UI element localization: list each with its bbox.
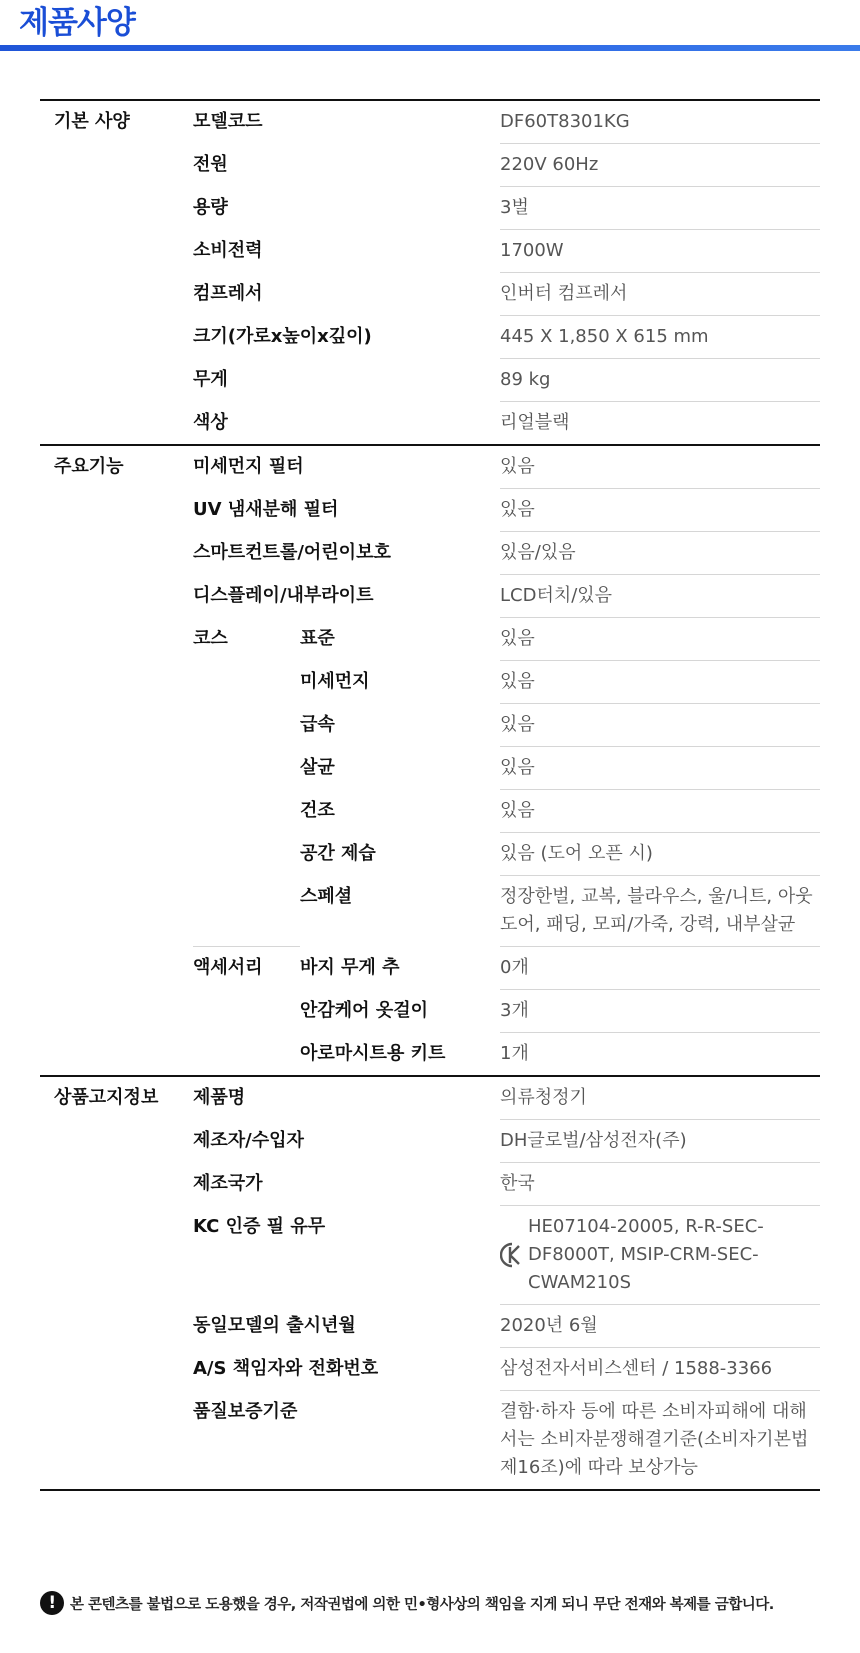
group-label-empty (40, 273, 193, 316)
table-row (40, 947, 820, 990)
group-label-empty (40, 704, 193, 747)
spec-value: 있음 (도어 오픈 시) (500, 833, 820, 876)
spec-key: A/S 책임자와 전화번호 (193, 1357, 379, 1379)
group-label-empty (40, 144, 193, 187)
table-row (40, 704, 820, 747)
table-row (40, 1391, 820, 1491)
group-label-empty (40, 1348, 193, 1391)
spec-key: KC 인증 필 유무 (193, 1215, 326, 1237)
page-title: 제품사양 (19, 5, 135, 41)
group-label-notice-info: 상품고지정보 (40, 1076, 193, 1120)
spec-key: 표준 (300, 627, 335, 649)
table-row (40, 1120, 820, 1163)
spec-value: DH글로벌/삼성전자(주) (500, 1120, 820, 1163)
table-row (40, 876, 820, 947)
subgroup-label-empty (193, 790, 300, 833)
table-row (40, 1305, 820, 1348)
spec-value-kc (500, 1206, 820, 1305)
exclamation-circle-icon: ! (40, 1591, 64, 1615)
group-label-empty (40, 833, 193, 876)
table-row (40, 100, 820, 144)
table-row (40, 532, 820, 575)
title-underline-bar (0, 45, 860, 51)
kc-certification-icon (500, 1241, 526, 1269)
spec-value: DF60T8301KG (500, 100, 820, 144)
spec-key: 안감케어 옷걸이 (300, 999, 428, 1021)
table-row (40, 489, 820, 532)
copyright-notice-text: 본 콘텐츠를 불법으로 도용했을 경우, 저작권법에 의한 민•형사상의 책임을 지게 되니 무단 전재와 복제를 금합니다. (70, 1596, 774, 1613)
subgroup-label-empty (193, 876, 300, 947)
table-row (40, 144, 820, 187)
group-label-empty (40, 1033, 193, 1077)
group-label-empty (40, 990, 193, 1033)
spec-value: LCD터치/있음 (500, 575, 820, 618)
spec-value: 0개 (500, 947, 820, 990)
group-label-empty (40, 575, 193, 618)
group-label-empty (40, 1391, 193, 1491)
spec-key: 동일모델의 출시년월 (193, 1314, 356, 1336)
table-row (40, 833, 820, 876)
spec-value: 있음 (500, 489, 820, 532)
spec-value: 89 kg (500, 359, 820, 402)
spec-key: 제조국가 (193, 1172, 263, 1194)
group-label-empty (40, 618, 193, 661)
spec-key: UV 냄새분해 필터 (193, 498, 339, 520)
group-label-empty (40, 947, 193, 990)
spec-table (40, 99, 820, 1491)
spec-value: 1개 (500, 1033, 820, 1077)
group-label-empty (40, 876, 193, 947)
spec-value: 있음/있음 (500, 532, 820, 575)
group-label-empty (40, 747, 193, 790)
table-row (40, 661, 820, 704)
spec-value: 한국 (500, 1163, 820, 1206)
spec-key: 전원 (193, 153, 228, 175)
group-label-empty (40, 790, 193, 833)
subgroup-label-course: 코스 (193, 627, 228, 649)
spec-key: 미세먼지 (300, 670, 370, 692)
spec-value: 의류청정기 (500, 1076, 820, 1120)
table-row (40, 402, 820, 446)
spec-key: 공간 제습 (300, 842, 376, 864)
table-row (40, 1348, 820, 1391)
table-row (40, 747, 820, 790)
spec-value: 있음 (500, 618, 820, 661)
table-row (40, 790, 820, 833)
spec-value: 있음 (500, 747, 820, 790)
group-label-empty (40, 1305, 193, 1348)
spec-value: 인버터 컴프레서 (500, 273, 820, 316)
spec-key: 무게 (193, 368, 228, 390)
group-label-empty (40, 1206, 193, 1305)
spec-key: 제품명 (193, 1076, 500, 1120)
subgroup-label-empty (193, 990, 300, 1033)
group-label-empty (40, 402, 193, 446)
spec-value: 1700W (500, 230, 820, 273)
spec-key: 살균 (300, 756, 335, 778)
spec-value: 220V 60Hz (500, 144, 820, 187)
spec-key: 용량 (193, 196, 228, 218)
spec-key: 바지 무게 추 (300, 956, 400, 978)
spec-key: 건조 (300, 799, 335, 821)
group-label-empty (40, 1120, 193, 1163)
table-row (40, 273, 820, 316)
spec-key: 미세먼지 필터 (193, 445, 500, 489)
spec-key: 크기(가로x높이x깊이) (193, 325, 372, 347)
group-label-empty (40, 359, 193, 402)
group-label-empty (40, 532, 193, 575)
subgroup-label-accessory: 액세서리 (193, 947, 300, 990)
spec-key: 아로마시트용 키트 (300, 1042, 446, 1064)
group-label-empty (40, 1163, 193, 1206)
group-label-empty (40, 187, 193, 230)
spec-key: 스페셜 (300, 885, 353, 907)
group-label-empty (40, 489, 193, 532)
copyright-notice (40, 1591, 830, 1615)
table-row (40, 1206, 820, 1305)
table-row (40, 990, 820, 1033)
table-row (40, 445, 820, 489)
spec-key: 색상 (193, 411, 228, 433)
spec-value: 3개 (500, 990, 820, 1033)
spec-value: 445 X 1,850 X 615 mm (500, 316, 820, 359)
spec-value: 있음 (500, 704, 820, 747)
spec-key: 품질보증기준 (193, 1391, 500, 1491)
group-label-basic: 기본 사양 (40, 100, 193, 144)
spec-value: 결함·하자 등에 따른 소비자피해에 대해서는 소비자분쟁해결기준(소비자기본법 제16조)에 따라 보상가능 (500, 1391, 820, 1491)
spec-value: 3벌 (500, 187, 820, 230)
spec-key: 급속 (300, 713, 335, 735)
spec-value: 있음 (500, 445, 820, 489)
subgroup-label-empty (193, 704, 300, 747)
spec-value: 리얼블랙 (500, 402, 820, 446)
table-row (40, 316, 820, 359)
spec-key: 제조자/수입자 (193, 1129, 304, 1151)
table-row (40, 230, 820, 273)
spec-key: 모델코드 (193, 100, 500, 144)
group-label-empty (40, 316, 193, 359)
spec-key: 소비전력 (193, 239, 263, 261)
spec-value: 있음 (500, 661, 820, 704)
table-row (40, 1033, 820, 1077)
table-row (40, 359, 820, 402)
group-label-empty (40, 230, 193, 273)
subgroup-label-empty (193, 1033, 300, 1077)
spec-key: 컴프레서 (193, 282, 263, 304)
subgroup-label-empty (193, 661, 300, 704)
group-label-empty (40, 661, 193, 704)
table-row (40, 187, 820, 230)
subgroup-label-empty (193, 833, 300, 876)
kc-certification-numbers: HE07104-20005, R-R-SEC-DF8000T, MSIP-CRM-SEC-CWAM210S (528, 1216, 764, 1293)
table-row (40, 575, 820, 618)
table-row (40, 1076, 820, 1120)
spec-value: 정장한벌, 교복, 블라우스, 울/니트, 아웃도어, 패딩, 모피/가죽, 강력, 내부살균 (500, 876, 820, 947)
kc-value-wrap (500, 1213, 816, 1297)
spec-value: 삼성전자서비스센터 / 1588-3366 (500, 1348, 820, 1391)
spec-key: 디스플레이/내부라이트 (193, 584, 374, 606)
spec-key: 스마트컨트롤/어린이보호 (193, 541, 391, 563)
spec-value: 2020년 6월 (500, 1305, 820, 1348)
group-label-features: 주요기능 (40, 445, 193, 489)
table-row (40, 1163, 820, 1206)
spec-value: 있음 (500, 790, 820, 833)
table-row (40, 618, 820, 661)
subgroup-label-empty (193, 747, 300, 790)
